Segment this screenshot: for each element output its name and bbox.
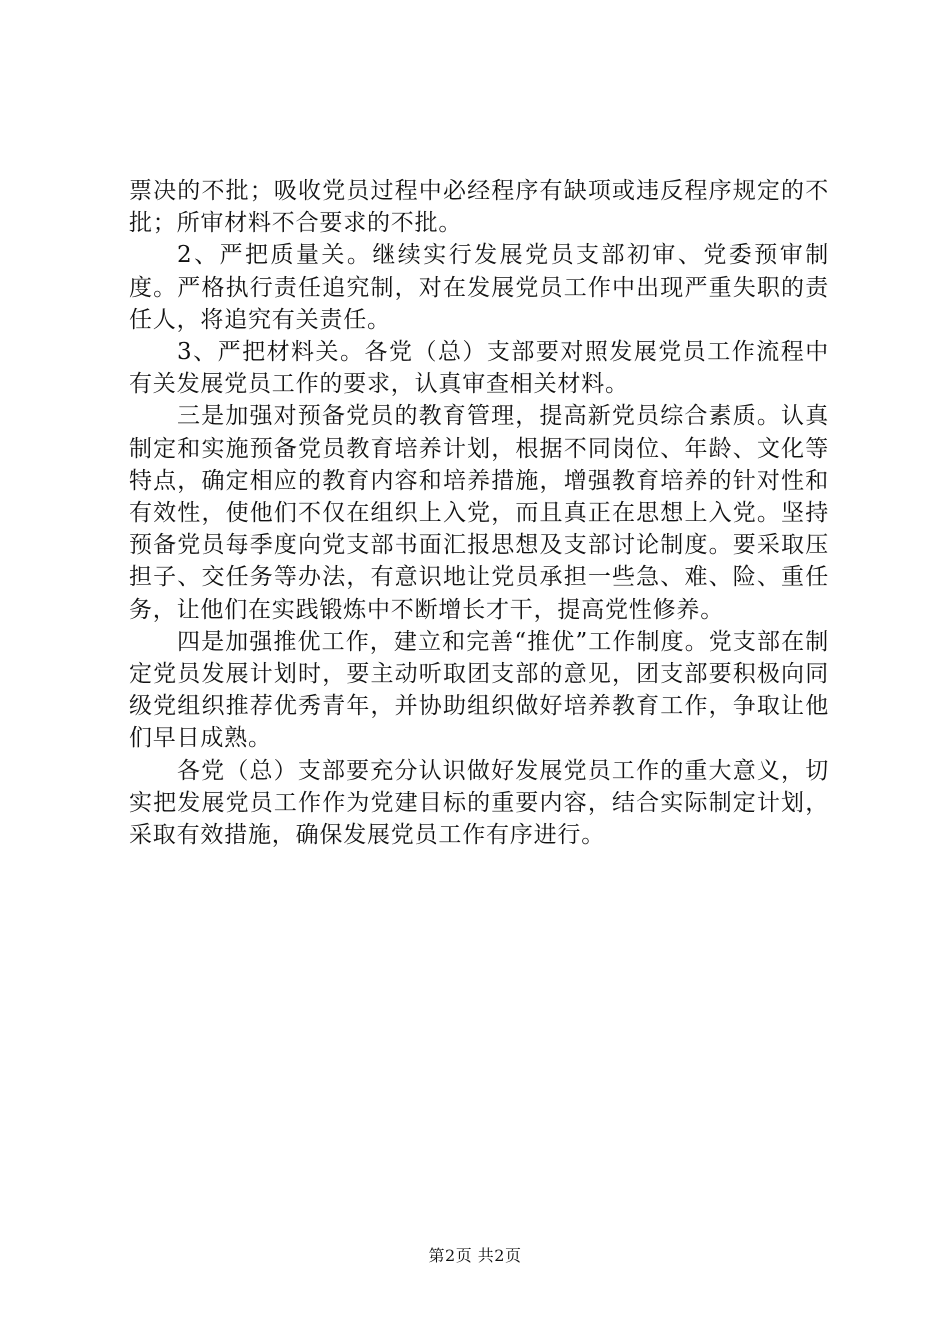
paragraph-recommendation-work: 四是加强推优工作，建立和完善“推优”工作制度。党支部在制定党员发展计划时，要主动听取团支部的意见，团支部要积极向同级党组织推荐优秀青年，并协助组织做好培养教育工作，争取让他们早日成熟。 xyxy=(129,628,829,752)
paragraph-probationary-education: 三是加强对预备党员的教育管理，提高新党员综合素质。认真制定和实施预备党员教育培养计划，根据不同岗位、年龄、文化等特点，确定相应的教育内容和培养措施，增强教育培养的针对性和有效性，使他们不仅在组织上入党，而且真正在思想上入党。坚持预备党员每季度向党支部书面汇报思想及支部讨论制度。要采取压担子、交任务等办法，有意识地让党员承担一些急、难、险、重任务，让他们在实践锻炼中不断增长才干，提高党性修养。 xyxy=(129,403,829,623)
paragraph-conclusion: 各党（总）支部要充分认识做好发展党员工作的重大意义，切实把发展党员工作作为党建目标的重要内容，结合实际制定计划，采取有效措施，确保发展党员工作有序进行。 xyxy=(129,757,829,849)
page-number-footer: 第2页 共2页 xyxy=(428,1246,522,1265)
paragraph-material-check: 3、严把材料关。各党（总）支部要对照发展党员工作流程中有关发展党员工作的要求，认真审查相关材料。 xyxy=(129,339,829,398)
document-body xyxy=(129,175,829,851)
paragraph-quality-check: 2、严把质量关。继续实行发展党员支部初审、党委预审制度。严格执行责任追究制，对在发展党员工作中出现严重失职的责任人，将追究有关责任。 xyxy=(129,242,829,333)
paragraph-continuation: 票决的不批；吸收党员过程中必经程序有缺项或违反程序规定的不批；所审材料不合要求的不批。 xyxy=(129,178,829,237)
